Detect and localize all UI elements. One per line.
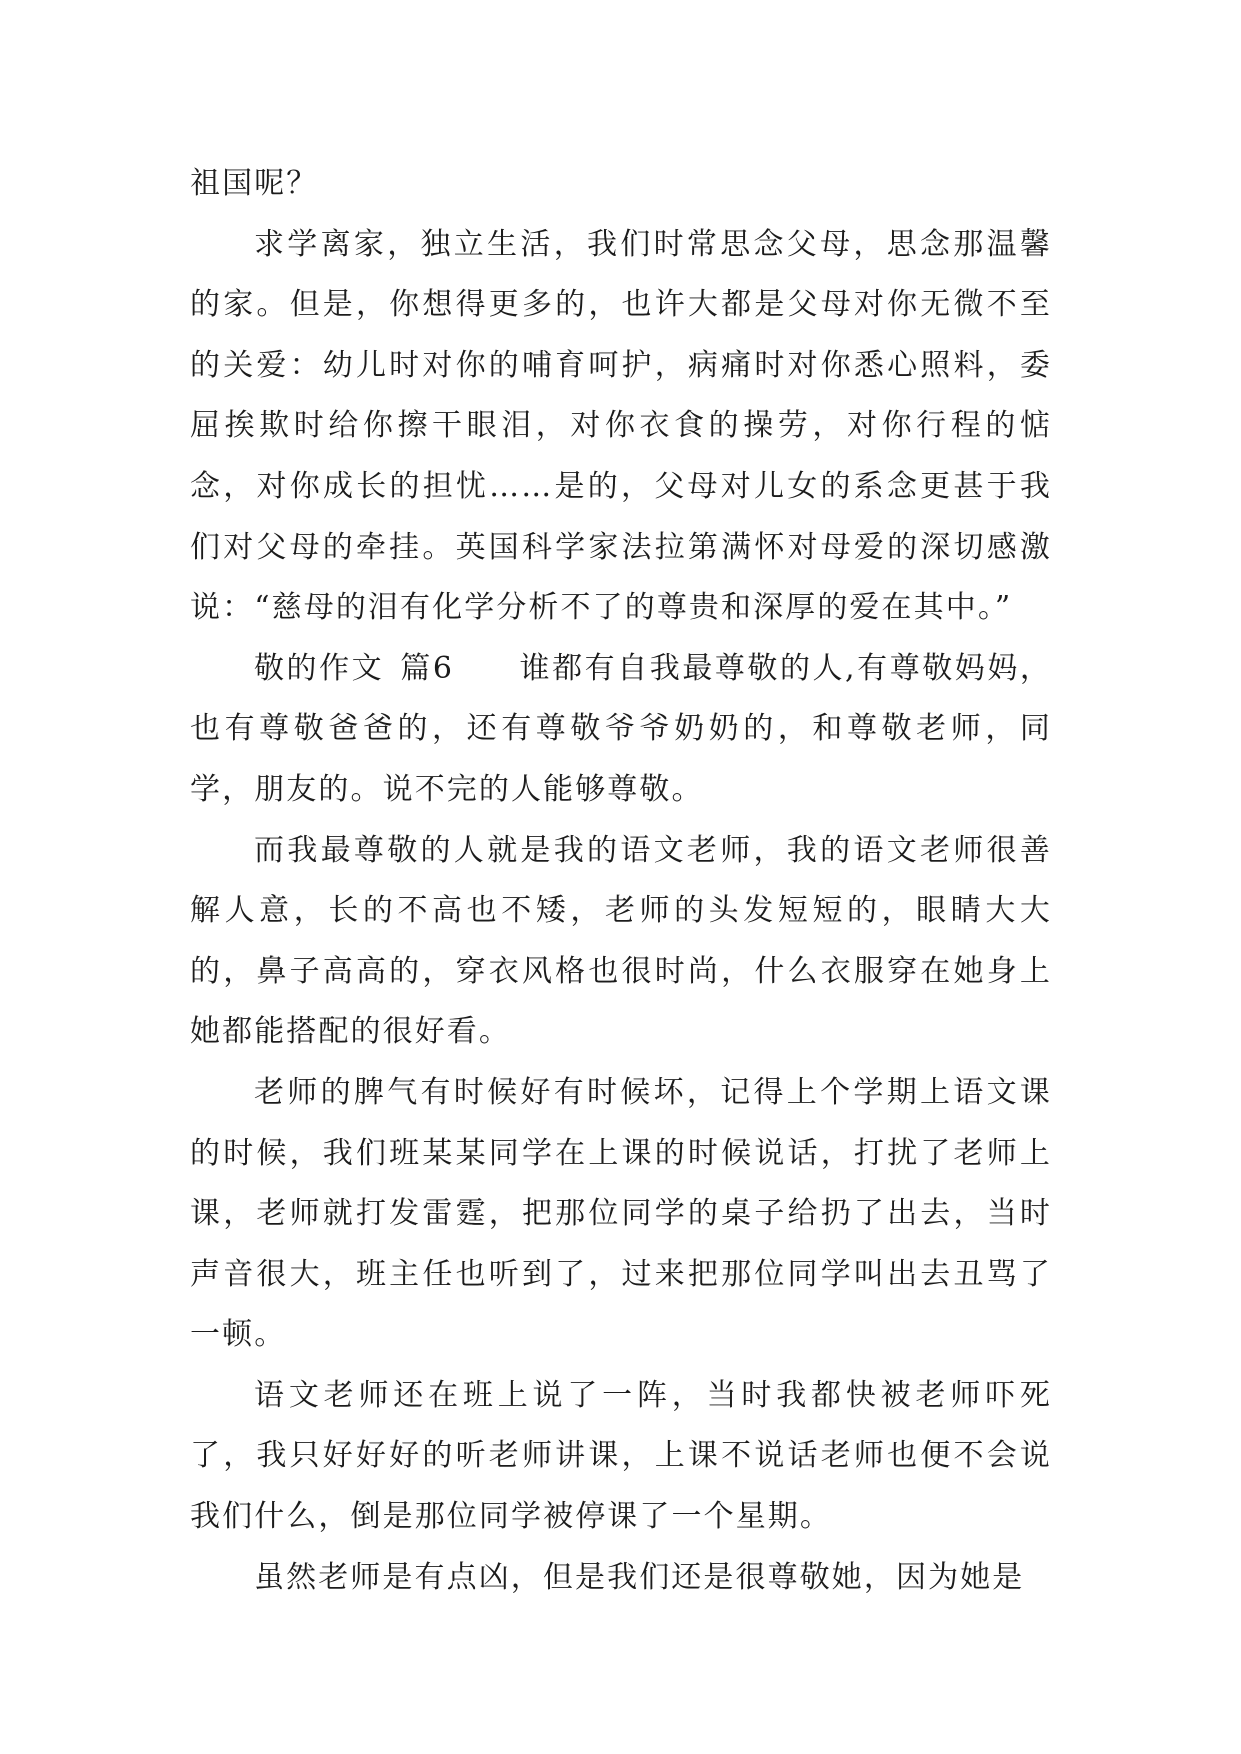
paragraph-class-lesson: 语文老师还在班上说了一阵，当时我都快被老师吓死了，我只好好好的听老师讲课，上课不说话老师也便不会说我们什么，倒是那位同学被停课了一个星期。 — [190, 1377, 1052, 1535]
paragraph-teacher-description: 而我最尊敬的人就是我的语文老师，我的语文老师很善解人意，长的不高也不矮，老师的头发短短的，眼睛大大的，鼻子高高的，穿衣风格也很时尚，什么衣服穿在她身上她都能搭配的很好看。 — [190, 832, 1052, 1050]
paragraph-continuation: 祖国呢？ — [190, 166, 319, 201]
paragraph-essay-6-intro: 敬的作文 篇6 谁都有自我最尊敬的人,有尊敬妈妈，也有尊敬爸爸的，还有尊敬爷爷奶奶的，和尊敬老师，同学，朋友的。说不完的人能够尊敬。 — [190, 650, 1052, 807]
paragraph-parents-care: 求学离家，独立生活，我们时常思念父母，思念那温馨的家。但是，你想得更多的，也许大都是父母对你无微不至的关爱：幼儿时对你的哺育呵护，病痛时对你悉心照料，委屈挨欺时给你擦干眼泪，对你衣食的操劳，对你行程的惦念，对你成长的担忧……是的，父母对儿女的系念更甚于我们对父母的牵挂。英国科学家法拉第满怀对母爱的深切感激说：“慈母的泪有化学分析不了的尊贵和深厚的爱在其中。” — [190, 226, 1052, 626]
paragraph-teacher-temper: 老师的脾气有时候好有时候坏，记得上个学期上语文课的时候，我们班某某同学在上课的时候说话，打扰了老师上课，老师就打发雷霆，把那位同学的桌子给扔了出去，当时声音很大，班主任也听到了，过来把那位同学叫出去丑骂了一顿。 — [190, 1074, 1052, 1353]
essay-body — [190, 154, 1052, 1608]
paragraph-respect: 虽然老师是有点凶，但是我们还是很尊敬她，因为她是 — [254, 1559, 1025, 1595]
